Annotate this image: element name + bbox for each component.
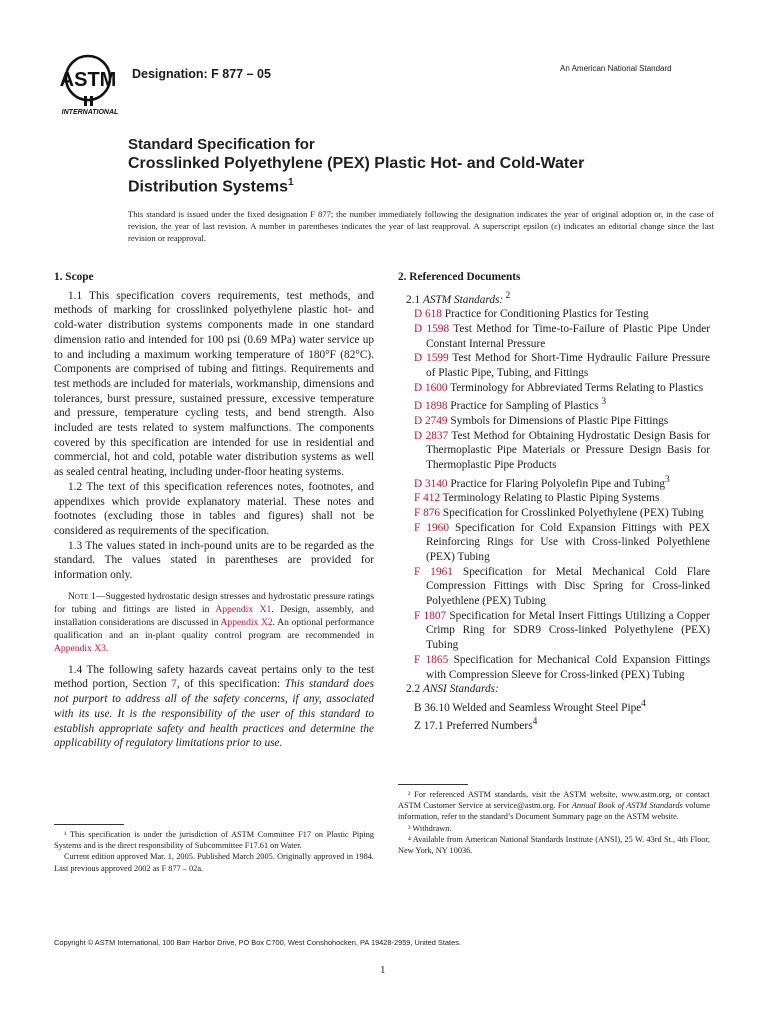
designation: Designation: F 877 – 05 bbox=[132, 67, 271, 81]
logo-international: INTERNATIONAL bbox=[61, 109, 119, 116]
astm-reference-code[interactable]: F 1961 bbox=[414, 565, 453, 578]
astm-reference-code[interactable]: D 3140 bbox=[414, 477, 448, 490]
note-text-a: 1—Suggested hydrostatic design stresses and hydrostatic pressure ratings for tubing and fittings are listed in bbox=[54, 590, 374, 615]
astm-reference-footnote[interactable]: 3 bbox=[601, 397, 607, 408]
national-standard-label: An American National Standard bbox=[560, 64, 672, 73]
astm-reference-title: Practice for Conditioning Plastics for Testing bbox=[441, 308, 649, 321]
astm-reference-item bbox=[406, 381, 710, 396]
safety-caveat: This standard does not purport to address all of the safety concerns, if any, associated with its use. It is the responsibility of the user of this standard to establish appropriate safety and health practices and determine the applicability of regulatory limitations prior to use. bbox=[54, 678, 375, 750]
astm-reference-title: Terminology Relating to Plastic Piping Systems bbox=[440, 492, 660, 505]
astm-reference-item bbox=[406, 322, 710, 351]
note-text-c: . An optional performance qualification and an in-plant quality control program are recommended in bbox=[54, 616, 374, 641]
astm-reference-item bbox=[406, 414, 710, 429]
astm-reference-code[interactable]: D 618 bbox=[414, 308, 442, 321]
astm-reference-title: Specification for Metal Insert Fittings Utilizing a Copper Crimp Ring for SDR9 Cross-linked Polyethylene (PEX) Tubing bbox=[426, 609, 711, 652]
astm-reference-title: Specification for Metal Mechanical Cold Flare Compression Fittings with Disc Spring for Cross-linked Polyethlene (PEX) Tubing bbox=[426, 565, 710, 608]
astm-reference-footnote[interactable]: 3 bbox=[665, 474, 670, 485]
astm-logo-icon bbox=[58, 50, 122, 118]
fn2-text-b: volume information, refer to the standard’s Document Summary page on the ASTM website. bbox=[398, 801, 711, 822]
footnote-rule bbox=[54, 824, 124, 825]
astm-reference-code[interactable]: D 1598 bbox=[414, 322, 450, 335]
astm-reference-list bbox=[398, 307, 710, 682]
ansi-reference-code: Z 17.1 bbox=[414, 720, 444, 733]
astm-reference-item bbox=[406, 609, 710, 653]
astm-reference-item bbox=[406, 506, 710, 521]
astm-reference-title: Specification for Crosslinked Polyethylene (PEX) Tubing bbox=[440, 506, 704, 519]
astm-reference-item bbox=[406, 307, 710, 322]
p4-text-b: , of this specification: bbox=[176, 678, 285, 691]
ansi-heading-text: ANSI Standards: bbox=[422, 683, 499, 696]
link-appendix-x1[interactable]: Appendix X1 bbox=[215, 603, 272, 615]
ansi-reference-item bbox=[406, 697, 710, 715]
astm-reference-code[interactable]: D 1599 bbox=[414, 352, 449, 365]
footnote-2 bbox=[398, 789, 710, 823]
ansi-reference-code: B 36.10 bbox=[414, 701, 450, 714]
scope-para-1-1: 1.1 This specification covers requirements, test methods, and methods of marking for crosslinked polyethylene plastic hot- and cold-water distribution systems components made in one standard dimension ratio and intended for 100 psi (0.69 MPa) water service up to and including a maximum working temperature of 180°F (82°C). Components are comprised of tubing and fittings. Requirements and test methods are included for materials, workmanship, dimensions and tolerances, burst pressure, sustained pressure, excessive temperature and pressure, temperature cycling tests, and bend strength. Also included are tests related to system malfunctions. The components covered by this specification are intended for use in residential and commercial, hot and cold, potable water distribution systems as well as sealed central heating, including under-floor heating systems. bbox=[54, 289, 374, 479]
note-text-d: . bbox=[105, 642, 109, 654]
ansi-reference-list bbox=[398, 697, 710, 734]
astm-reference-item bbox=[406, 565, 710, 609]
footnote-3: ³ Withdrawn. bbox=[408, 823, 452, 833]
astm-reference-title: Test Method for Short-Time Hydraulic Failure Pressure of Plastic Pipe, Tubing, and Fittings bbox=[426, 352, 710, 379]
astm-reference-item bbox=[406, 351, 710, 380]
astm-reference-code[interactable]: D 2749 bbox=[414, 414, 448, 427]
astm-logo bbox=[58, 50, 122, 118]
p4-text-a: 1.4 The following safety hazards caveat pertains only to the test method portion, Section bbox=[54, 663, 374, 691]
ansi-heading-num: 2.2 bbox=[406, 683, 423, 696]
scope-para-1-4 bbox=[54, 663, 374, 751]
astm-reference-title: Practice for Flaring Polyolefin Pipe and Tubing bbox=[447, 477, 666, 490]
scope-note-1 bbox=[54, 590, 374, 655]
scope-para-1-2: 1.2 The text of this specification references notes, footnotes, and appendixes which provide explanatory material. These notes and footnotes (excluding those in tables and figures) shall not be considered as requirements of the specification. bbox=[54, 480, 374, 537]
footnote-1-approval: Current edition approved Mar. 1, 2005. Published March 2005. Originally approved in 1984. Last previous approved 2002 as F 877 – 02a. bbox=[54, 852, 374, 873]
astm-heading-num: 2.1 bbox=[406, 293, 423, 306]
astm-reference-code[interactable]: F 876 bbox=[414, 506, 441, 519]
link-appendix-x3[interactable]: Appendix X3 bbox=[54, 642, 106, 654]
title-footnote-mark[interactable]: 1 bbox=[288, 177, 294, 188]
astm-reference-code[interactable]: F 1960 bbox=[414, 521, 449, 534]
page-number: 1 bbox=[380, 964, 386, 976]
astm-reference-item bbox=[406, 473, 710, 491]
footnotes-right bbox=[398, 784, 710, 856]
logo-letters: ASTM bbox=[59, 69, 117, 91]
ansi-standards-heading bbox=[406, 682, 710, 697]
ansi-reference-footnote[interactable]: 4 bbox=[532, 717, 538, 728]
title-line-3 bbox=[128, 173, 728, 196]
footnote-rule bbox=[398, 784, 468, 785]
astm-reference-title: Test Method for Obtaining Hydrostatic Design Basis for Thermoplastic Pipe Materials or Pressure Design Basis for Thermoplastic Pipe Products bbox=[426, 429, 710, 471]
intro-paragraph: This standard is issued under the fixed designation F 877; the number immediately following the designation indicates the year of original adoption or, in the case of revision, the year of last revision. A number in parentheses indicates the year of last reapproval. A superscript epsilon (ε) indicates an editorial change since the last revision or reapproval. bbox=[128, 209, 714, 243]
title-line-3-text: Distribution Systems bbox=[128, 178, 289, 196]
section-heading-scope: 1. Scope bbox=[54, 271, 94, 283]
astm-reference-title: Specification for Mechanical Cold Expansion Fittings with Compression Sleeve for Cross-linked (PEX) Tubing bbox=[426, 653, 710, 681]
footnote-4: ⁴ Available from American National Standards Institute (ANSI), 25 W. 43rd St., 4th Floor, New York, NY 10036. bbox=[398, 834, 710, 856]
section-heading-references: 2. Referenced Documents bbox=[398, 271, 521, 283]
title-line-2: Crosslinked Polyethylene (PEX) Plastic Hot- and Cold-Water bbox=[128, 155, 585, 172]
astm-reference-item bbox=[406, 521, 710, 565]
scope-para-1-3: 1.3 The values stated in inch-pound units are to be regarded as the standard. The values stated in parentheses are provided for information only. bbox=[54, 539, 374, 582]
astm-heading-text: ASTM Standards: bbox=[422, 293, 504, 306]
right-column bbox=[398, 270, 710, 734]
astm-reference-code[interactable]: D 1898 bbox=[414, 400, 448, 413]
astm-reference-title: Terminology for Abbreviated Terms Relating to Plastics bbox=[447, 381, 704, 394]
note-text-b: . Design, assembly, and installation considerations are discussed in bbox=[54, 603, 374, 628]
ansi-reference-title: Preferred Numbers bbox=[443, 720, 533, 733]
footnotes-left bbox=[54, 824, 374, 874]
left-column bbox=[54, 270, 374, 751]
footnote-1: ¹ This specification is under the jurisdiction of ASTM Committee F17 on Plastic Piping Systems and is the direct responsibility of Subcommittee F17.61 on Water. bbox=[54, 830, 374, 851]
astm-reference-code[interactable]: D 1600 bbox=[414, 381, 448, 394]
astm-reference-title: Specification for Cold Expansion Fittings with PEX Reinforcing Rings for Use with Cross-linked Polyethlene (PEX) Tubing bbox=[426, 521, 710, 563]
astm-reference-code[interactable]: F 1865 bbox=[414, 653, 449, 666]
copyright-line: Copyright © ASTM International, 100 Barr Harbor Drive, PO Box C700, West Conshohocken, PA 19428-2959, United States. bbox=[54, 938, 461, 947]
astm-reference-title: Test Method for Time-to-Failure of Plastic Pipe Under Constant Internal Pressure bbox=[426, 322, 710, 350]
astm-reference-code[interactable]: F 1807 bbox=[414, 609, 447, 622]
astm-reference-code[interactable]: F 412 bbox=[414, 492, 441, 505]
astm-standards-heading bbox=[406, 289, 710, 307]
astm-reference-item bbox=[406, 491, 710, 506]
fn2-annual-book: Annual Book of ASTM Standards bbox=[571, 801, 683, 811]
ansi-reference-title: Welded and Seamless Wrought Steel Pipe bbox=[449, 701, 642, 714]
ansi-reference-footnote[interactable]: 4 bbox=[641, 698, 646, 709]
astm-heading-footnote[interactable]: 2 bbox=[503, 290, 511, 301]
note-label: Note bbox=[68, 590, 89, 602]
astm-reference-code[interactable]: D 2837 bbox=[414, 429, 449, 442]
link-appendix-x2[interactable]: Appendix X2 bbox=[220, 616, 273, 628]
link-section-7[interactable]: 7 bbox=[171, 678, 177, 691]
ansi-reference-item bbox=[406, 715, 710, 733]
document-title bbox=[128, 136, 728, 196]
astm-reference-title: Practice for Sampling of Plastics bbox=[447, 400, 602, 413]
fn2-text-a: ² For referenced ASTM standards, visit the ASTM website, www.astm.org, or contact ASTM Customer Service at service@astm.org. For bbox=[398, 790, 710, 811]
astm-reference-item bbox=[406, 653, 710, 682]
title-line-1: Standard Specification for bbox=[128, 136, 315, 153]
astm-reference-item bbox=[406, 395, 710, 413]
astm-reference-title: Symbols for Dimensions of Plastic Pipe Fittings bbox=[447, 414, 669, 427]
astm-reference-item bbox=[406, 429, 710, 473]
